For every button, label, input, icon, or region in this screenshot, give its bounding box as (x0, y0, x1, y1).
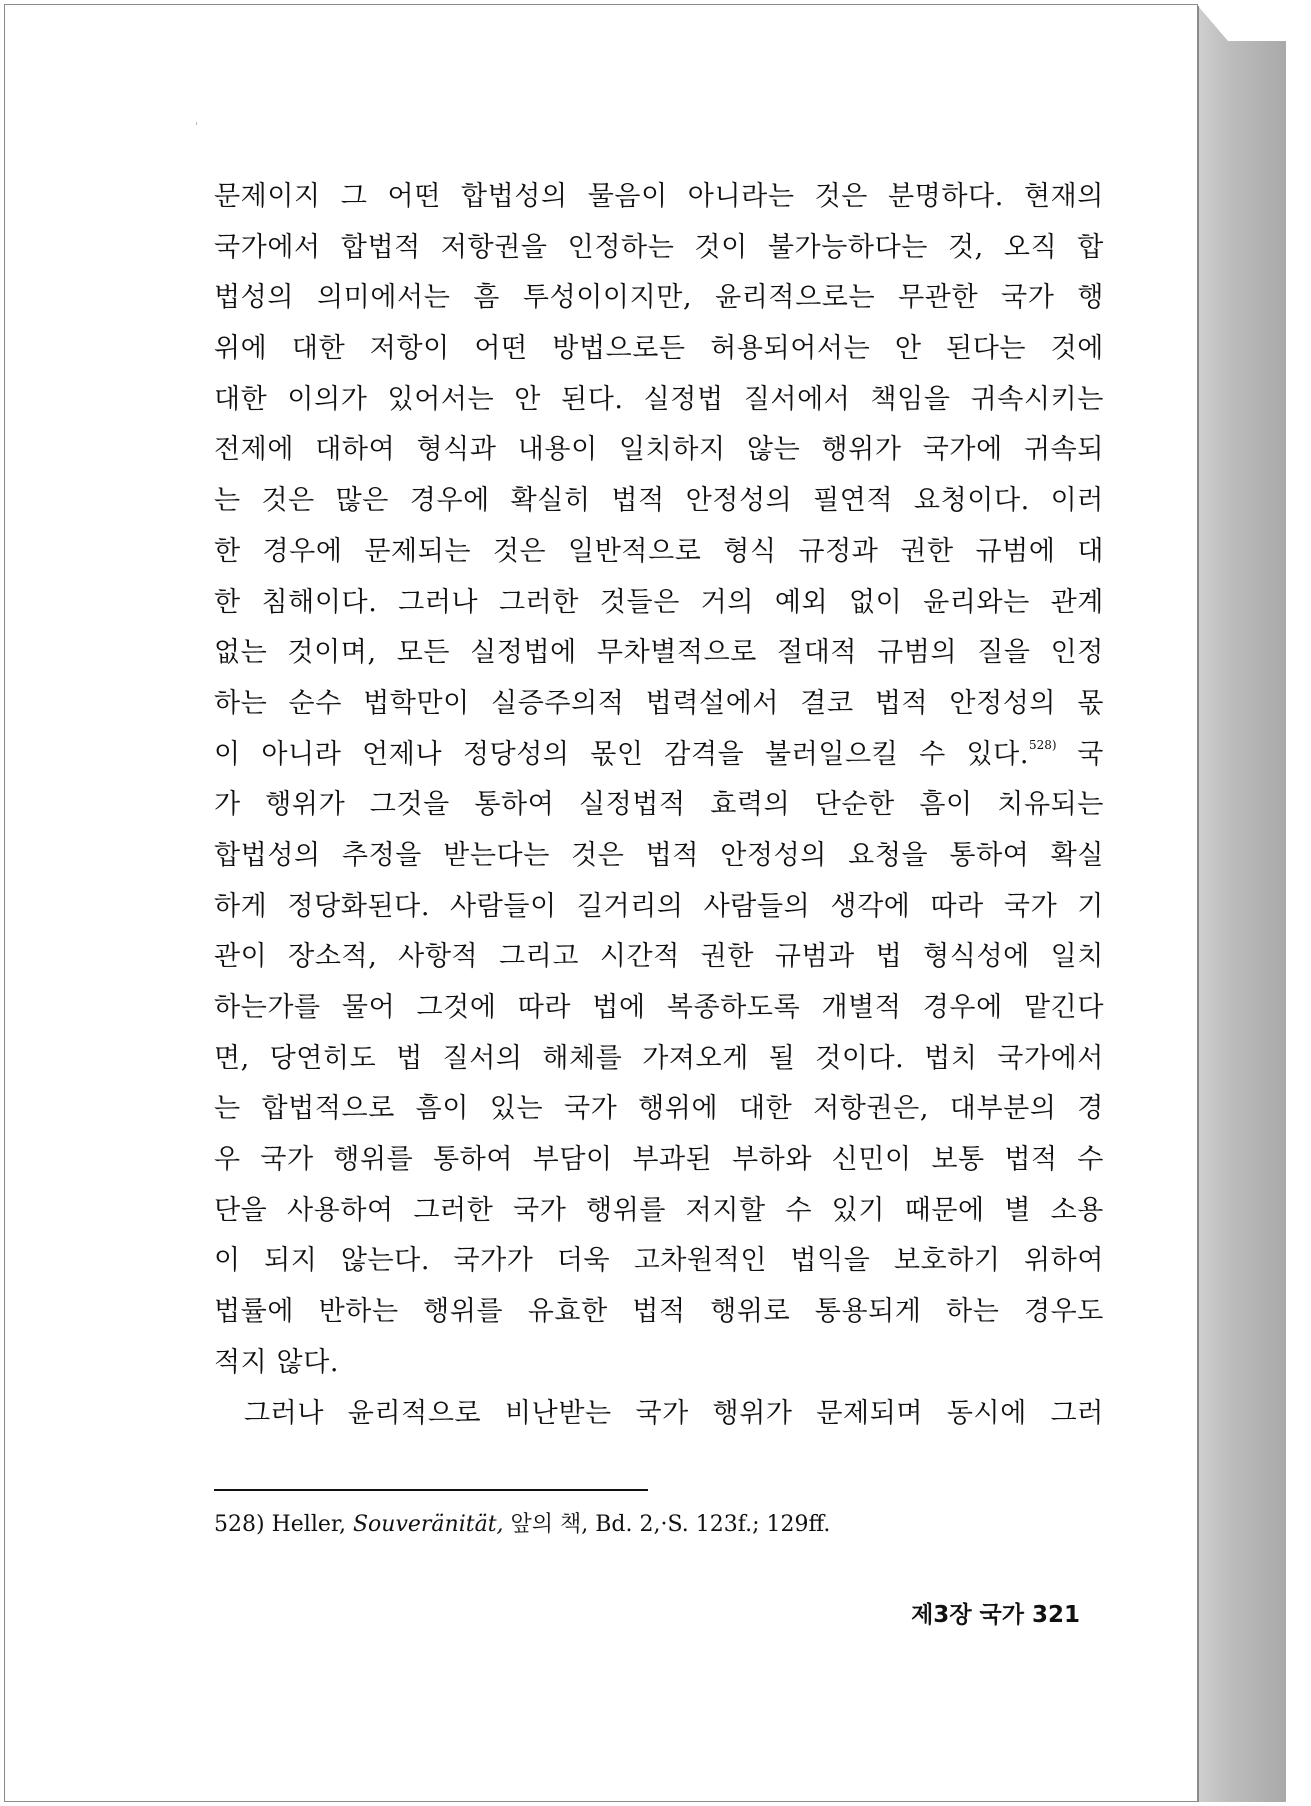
text-line: 하게 정당화된다. 사람들이 길거리의 사람들의 생각에 따라 국가 기 (214, 890, 1104, 922)
running-footer (880, 1596, 1080, 1629)
text-line: 국가에서 합법적 저항권을 인정하는 것이 불가능하다는 것, 오직 합 (214, 231, 1104, 263)
text-line: 단을 사용하여 그러한 국가 행위를 저지할 수 있기 때문에 별 소용 (214, 1194, 1104, 1226)
scan-speck (196, 122, 197, 125)
text-line: 면, 당연히도 법 질서의 해체를 가져오게 될 것이다. 법치 국가에서 (214, 1042, 1104, 1074)
footnote-author: Heller, (271, 1512, 346, 1537)
text-line: 한 침해이다. 그러나 그러한 것들은 거의 예외 없이 윤리와는 관계 (214, 586, 1104, 618)
text-line-tail: 국 (1056, 738, 1104, 770)
text-line: 문제이지 그 어떤 합법성의 물음이 아니라는 것은 분명하다. 현재의 (214, 181, 1104, 212)
footnote-separator (214, 1489, 648, 1491)
text-line: 가 행위가 그것을 통하여 실정법적 효력의 단순한 흠이 치유되는 (214, 789, 1104, 821)
text-line: 이 되지 않는다. 국가가 더욱 고차원적인 법익을 보호하기 위하여 (214, 1245, 1104, 1277)
text-line: 위에 대한 저항이 어떤 방법으로든 허용되어서는 안 된다는 것에 (214, 333, 1104, 365)
page-stack-edge (1198, 6, 1286, 1802)
section-label: 국가 (979, 1602, 1024, 1628)
text-line: 하는 순수 법학만이 실증주의적 법력설에서 결코 법적 안정성의 몫 (214, 687, 1104, 719)
text-line: 하는가를 물어 그것에 따라 법에 복종하도록 개별적 경우에 맡긴다 (214, 992, 1104, 1023)
page-number: 321 (1031, 1602, 1080, 1628)
footnote-number: 528) (214, 1512, 265, 1537)
text-line-head: 이 아니라 언제나 정당성의 몫인 감격을 불러일으킬 수 있다. (214, 738, 1030, 770)
text-line: 합법성의 추정을 받는다는 것은 법적 안정성의 요청을 통하여 확실 (214, 839, 1104, 871)
text-line-paragraph-end: 적지 않다. (214, 1346, 340, 1378)
text-line-paragraph-start: 그러나 윤리적으로 비난받는 국가 행위가 문제되며 동시에 그러 (244, 1397, 1104, 1429)
text-line: 없는 것이며, 모든 실정법에 무차별적으로 절대적 규범의 질을 인정 (214, 637, 1104, 669)
text-line: 법률에 반하는 행위를 유효한 법적 행위로 통용되게 하는 경우도 (214, 1296, 1104, 1328)
text-line: 우 국가 행위를 통하여 부담이 부과된 부하와 신민이 보통 법적 수 (214, 1144, 1104, 1176)
text-line: 는 것은 많은 경우에 확실히 법적 안정성의 필연적 요청이다. 이러 (214, 485, 1104, 517)
text-line: 는 합법적으로 흠이 있는 국가 행위에 대한 저항권은, 대부분의 경 (214, 1093, 1104, 1125)
chapter-label: 제3장 (911, 1602, 972, 1628)
footnote-title: Souveränität, (352, 1512, 504, 1537)
page-edge-line (1198, 6, 1199, 1802)
footnote-reference[interactable]: 528) (1029, 737, 1057, 752)
text-line: 대한 이의가 있어서는 안 된다. 실정법 질서에서 책임을 귀속시키는 (214, 383, 1104, 415)
text-line: 한 경우에 문제되는 것은 일반적으로 형식 규정과 권한 규범에 대 (214, 535, 1104, 567)
footnote (214, 1510, 830, 1540)
body-text (214, 172, 1104, 1439)
text-line: 법성의 의미에서는 흠 투성이이지만, 윤리적으로는 무관한 국가 행 (214, 282, 1104, 314)
text-line: 관이 장소적, 사항적 그리고 시간적 권한 규범과 법 형식성에 일치 (214, 941, 1104, 973)
text-line: 전제에 대하여 형식과 내용이 일치하지 않는 행위가 국가에 귀속되 (214, 434, 1104, 466)
text-line-with-footnote (214, 730, 1104, 781)
footnote-citation: 앞의 책, Bd. 2,·S. 123f.; 129ff. (510, 1512, 831, 1537)
